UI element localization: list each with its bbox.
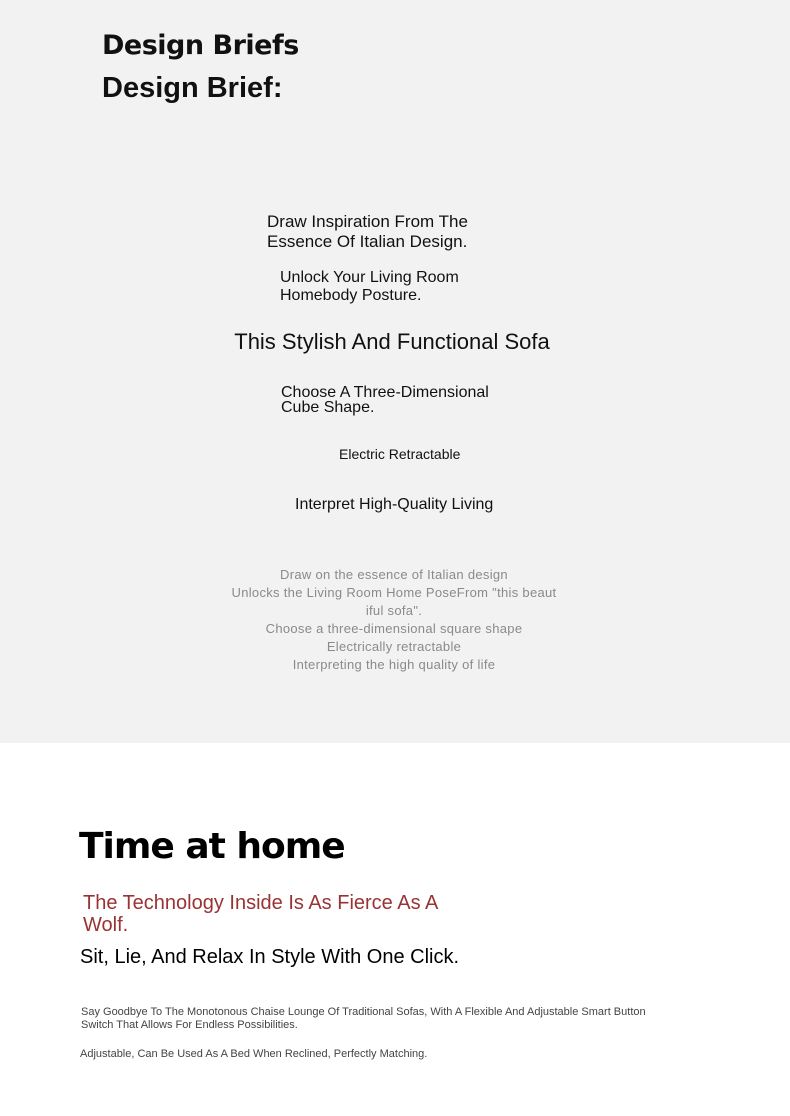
technology-tagline: The Technology Inside Is As Fierce As A Wolf. — [83, 892, 438, 936]
design-description — [218, 566, 570, 674]
relax-tagline: Sit, Lie, And Relax In Style With One Click. — [80, 946, 460, 968]
feature-italian-design: Draw Inspiration From The Essence Of Italian Design. — [267, 212, 468, 251]
adjustable-paragraph: Adjustable, Can Be Used As A Bed When Reclined, Perfectly Matching. — [80, 1048, 428, 1060]
description-line: Draw on the essence of Italian design — [280, 567, 508, 582]
feature-stylish-sofa — [0, 329, 790, 355]
description-line: Unlocks the Living Room Home PoseFrom "this beaut — [231, 585, 557, 600]
description-line: iful sofa". — [365, 603, 423, 618]
feature-electric-retractable: Electric Retractable — [339, 446, 461, 462]
design-brief-subheading: Design Brief: — [102, 72, 283, 104]
description-line: Electrically retractable — [326, 639, 462, 654]
design-briefs-heading: Design Briefs — [102, 30, 299, 61]
feature-homebody-posture: Unlock Your Living Room Homebody Posture. — [280, 269, 459, 304]
description-line: Interpreting the high quality of life — [292, 657, 496, 672]
feature-high-quality-living: Interpret High-Quality Living — [295, 496, 494, 513]
chaise-lounge-paragraph: Say Goodbye To The Monotonous Chaise Lounge Of Traditional Sofas, With A Flexible And Adjustable Smart Button Switch That Allows For Endless Possibilities. — [81, 1006, 646, 1031]
time-at-home-heading: Time at home — [79, 826, 345, 867]
feature-cube-shape: Choose A Three-Dimensional Cube Shape. — [281, 384, 489, 416]
description-line: Choose a three-dimensional square shape — [265, 621, 523, 636]
feature-stylish-sofa-text: This Stylish And Functional Sofa — [234, 329, 550, 354]
